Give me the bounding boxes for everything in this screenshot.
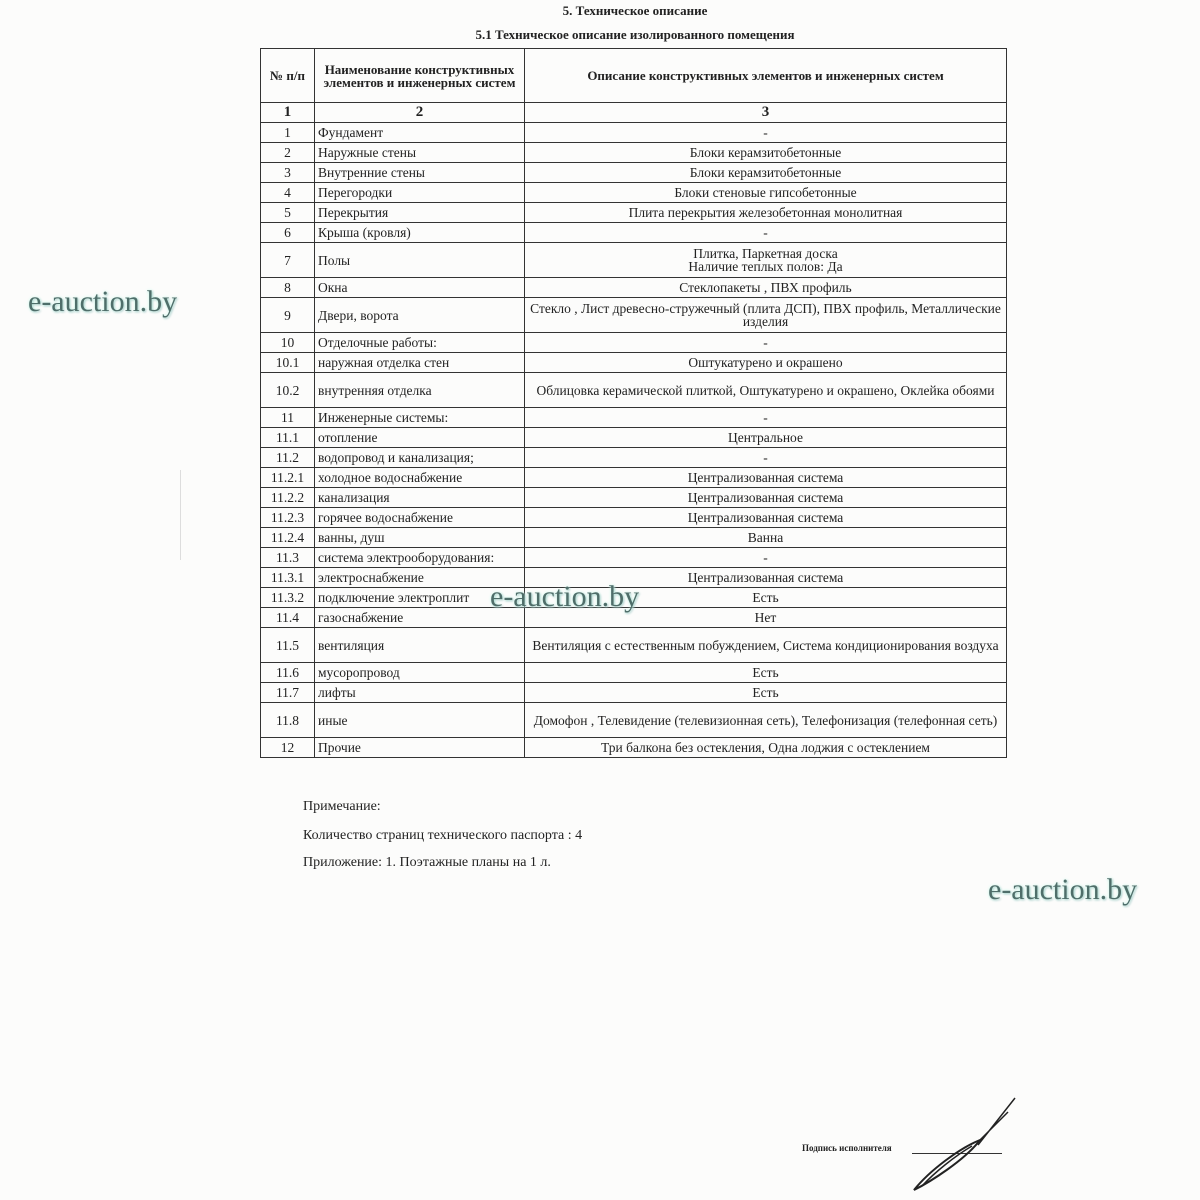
row-number: 6: [261, 223, 315, 243]
row-element: канализация: [315, 488, 525, 508]
row-element: наружная отделка стен: [315, 353, 525, 373]
table-row: [261, 373, 1007, 408]
row-description: -: [525, 448, 1007, 468]
table-row: [261, 628, 1007, 663]
table-row: [261, 548, 1007, 568]
row-number: 11.8: [261, 703, 315, 738]
row-element: газоснабжение: [315, 608, 525, 628]
row-element: система электрооборудования:: [315, 548, 525, 568]
table-row: [261, 468, 1007, 488]
row-description: -: [525, 548, 1007, 568]
note-appendix: Приложение: 1. Поэтажные планы на 1 л.: [303, 855, 551, 870]
row-number: 11.2.3: [261, 508, 315, 528]
row-description: Нет: [525, 608, 1007, 628]
row-element: отопление: [315, 428, 525, 448]
table-row: [261, 123, 1007, 143]
row-description: Централизованная система: [525, 508, 1007, 528]
row-description: Централизованная система: [525, 568, 1007, 588]
row-number: 5: [261, 203, 315, 223]
table-row: [261, 183, 1007, 203]
note-pages: Количество страниц технического паспорта : 4: [303, 828, 583, 843]
table-row: [261, 298, 1007, 333]
table-row: [261, 428, 1007, 448]
table-row: [261, 278, 1007, 298]
row-element: Перекрытия: [315, 203, 525, 223]
row-description: Централизованная система: [525, 488, 1007, 508]
row-number: 11: [261, 408, 315, 428]
row-element: Двери, ворота: [315, 298, 525, 333]
row-description: Плитка, Паркетная доска Наличие теплых полов: Да: [525, 243, 1007, 278]
row-element: Инженерные системы:: [315, 408, 525, 428]
table-row: [261, 408, 1007, 428]
row-description: -: [525, 123, 1007, 143]
signature-label: Подпись исполнителя: [802, 1143, 892, 1153]
row-number: 11.1: [261, 428, 315, 448]
row-description: Есть: [525, 683, 1007, 703]
note-label: Примечание:: [303, 799, 381, 814]
table-row: [261, 203, 1007, 223]
row-number: 11.5: [261, 628, 315, 663]
row-number: 11.6: [261, 663, 315, 683]
row-description: Оштукатурено и окрашено: [525, 353, 1007, 373]
table-row: [261, 663, 1007, 683]
row-element: Внутренние стены: [315, 163, 525, 183]
row-description: -: [525, 333, 1007, 353]
handwritten-signature: [900, 1090, 1030, 1200]
row-description: Есть: [525, 588, 1007, 608]
subsection-title: 5.1 Техническое описание изолированного помещения: [475, 27, 795, 42]
row-number: 11.2.4: [261, 528, 315, 548]
row-number: 11.2: [261, 448, 315, 468]
column-number: 1: [261, 103, 315, 123]
row-description: Есть: [525, 663, 1007, 683]
row-number: 11.3.2: [261, 588, 315, 608]
row-element: Фундамент: [315, 123, 525, 143]
column-number: 2: [315, 103, 525, 123]
row-number: 10.2: [261, 373, 315, 408]
table-row: [261, 333, 1007, 353]
row-element: Крыша (кровля): [315, 223, 525, 243]
header-element: Наименование конструктивных элементов и инженерных систем: [315, 49, 525, 103]
row-description: Центральное: [525, 428, 1007, 448]
row-description: Централизованная система: [525, 468, 1007, 488]
row-number: 12: [261, 738, 315, 758]
row-element: холодное водоснабжение: [315, 468, 525, 488]
row-number: 9: [261, 298, 315, 333]
table-row: [261, 448, 1007, 468]
row-element: Наружные стены: [315, 143, 525, 163]
row-description: Блоки керамзитобетонные: [525, 163, 1007, 183]
row-number: 11.3: [261, 548, 315, 568]
section-title: 5. Техническое описание: [562, 3, 708, 18]
header-number: № п/п: [261, 49, 315, 103]
row-description: -: [525, 223, 1007, 243]
watermark: e-auction.by: [490, 580, 640, 613]
watermark: e-auction.by: [988, 873, 1138, 906]
row-number: 10: [261, 333, 315, 353]
row-description: Стеклопакеты , ПВХ профиль: [525, 278, 1007, 298]
row-element: мусоропровод: [315, 663, 525, 683]
row-element: водопровод и канализация;: [315, 448, 525, 468]
table-row: [261, 528, 1007, 548]
row-element: Перегородки: [315, 183, 525, 203]
row-number: 11.2.2: [261, 488, 315, 508]
row-element: электроснабжение: [315, 568, 525, 588]
table-row: [261, 508, 1007, 528]
table-row: [261, 163, 1007, 183]
row-element: внутренняя отделка: [315, 373, 525, 408]
row-description: Блоки стеновые гипсобетонные: [525, 183, 1007, 203]
row-description: Блоки керамзитобетонные: [525, 143, 1007, 163]
scan-edge: [180, 470, 181, 560]
row-number: 3: [261, 163, 315, 183]
row-description: Облицовка керамической плиткой, Оштукатурено и окрашено, Оклейка обоями: [525, 373, 1007, 408]
row-element: лифты: [315, 683, 525, 703]
technical-description-table: [260, 48, 1007, 758]
row-number: 11.3.1: [261, 568, 315, 588]
table-row: [261, 353, 1007, 373]
row-number: 2: [261, 143, 315, 163]
table-row: [261, 243, 1007, 278]
row-number: 7: [261, 243, 315, 278]
row-number: 1: [261, 123, 315, 143]
row-description: Три балкона без остекления, Одна лоджия с остеклением: [525, 738, 1007, 758]
table-row: [261, 738, 1007, 758]
row-number: 11.7: [261, 683, 315, 703]
row-element: Прочие: [315, 738, 525, 758]
row-description: Стекло , Лист древесно-стружечный (плита ДСП), ПВХ профиль, Металлические изделия: [525, 298, 1007, 333]
row-element: ванны, душ: [315, 528, 525, 548]
row-description: Вентиляция с естественным побуждением, Система кондиционирования воздуха: [525, 628, 1007, 663]
row-number: 11.4: [261, 608, 315, 628]
row-number: 10.1: [261, 353, 315, 373]
row-element: Отделочные работы:: [315, 333, 525, 353]
watermark: e-auction.by: [28, 285, 178, 318]
table-row: [261, 703, 1007, 738]
row-element: Полы: [315, 243, 525, 278]
row-element: вентиляция: [315, 628, 525, 663]
row-element: Окна: [315, 278, 525, 298]
row-number: 8: [261, 278, 315, 298]
row-description: Плита перекрытия железобетонная монолитная: [525, 203, 1007, 223]
table-row: [261, 223, 1007, 243]
column-number-row: [261, 103, 1007, 123]
row-description: -: [525, 408, 1007, 428]
table-row: [261, 143, 1007, 163]
table-row: [261, 488, 1007, 508]
row-element: горячее водоснабжение: [315, 508, 525, 528]
row-element: иные: [315, 703, 525, 738]
row-number: 11.2.1: [261, 468, 315, 488]
table-row: [261, 683, 1007, 703]
row-description: Ванна: [525, 528, 1007, 548]
row-number: 4: [261, 183, 315, 203]
row-element: подключение электроплит: [315, 588, 525, 608]
column-number: 3: [525, 103, 1007, 123]
row-description: Домофон , Телевидение (телевизионная сеть), Телефонизация (телефонная сеть): [525, 703, 1007, 738]
header-description: Описание конструктивных элементов и инженерных систем: [525, 49, 1007, 103]
